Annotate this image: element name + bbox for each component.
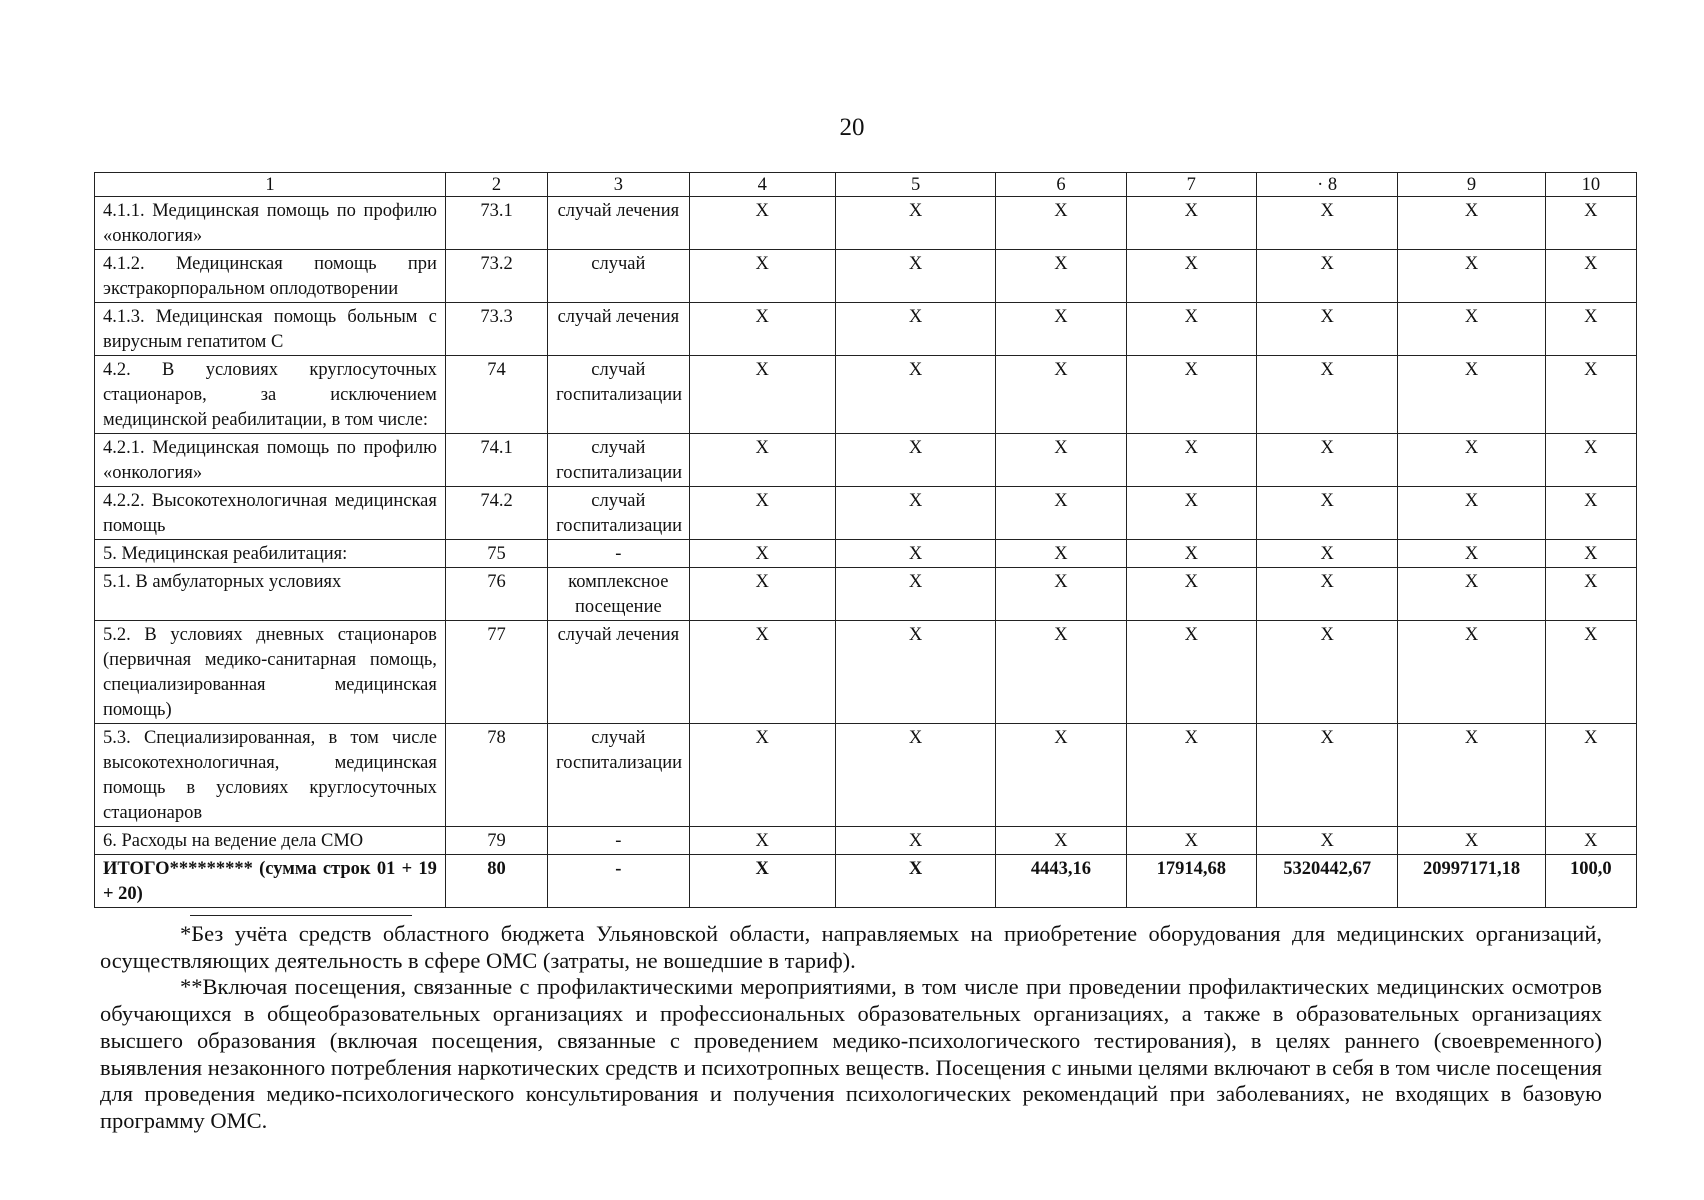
cell-c7: Х — [1126, 250, 1256, 303]
cell-c9: Х — [1398, 356, 1545, 434]
table-row — [95, 487, 1637, 540]
cell-c5: Х — [835, 197, 995, 250]
cell-c9: Х — [1398, 540, 1545, 568]
footnote-separator — [190, 915, 412, 916]
header-cell: · 8 — [1256, 173, 1397, 197]
cell-c6: Х — [996, 827, 1126, 855]
total-name-cell — [95, 855, 446, 908]
cell-c8: Х — [1256, 434, 1397, 487]
cell-c5: Х — [835, 724, 995, 827]
row-name-cell: 5. Медицинская реабилитация: — [95, 540, 446, 568]
table-row — [95, 568, 1637, 621]
total-cell-unit: - — [548, 855, 689, 908]
table-row — [95, 356, 1637, 434]
row-name-cell: 5.2. В условиях дневных стационаров (первичная медико-санитарная помощь, специализированная медицинская помощь) — [95, 621, 446, 724]
row-name-cell: 5.1. В амбулаторных условиях — [95, 568, 446, 621]
cell-code: 78 — [445, 724, 547, 827]
header-cell: 10 — [1545, 173, 1636, 197]
footnote-2: **Включая посещения, связанные с профилактическими мероприятиями, в том числе при проведении профилактических медицинских осмотров обучающихся в общеобразовательных организациях и профессиональных образовательных организациях, а также в образовательных организациях высшего образования (включая посещения, связанные с проведением медико-психологического тестирования), в целях раннего (своевременного) выявления незаконного потребления наркотических средств и психотропных веществ. Посещения с иными целями включают в себя в том числе посещения для проведения медико-психологического консультирования и получения психологических рекомендаций при заболеваниях, не входящих в базовую программу ОМС. — [100, 974, 1602, 1133]
cell-c10: Х — [1545, 250, 1636, 303]
cell-unit: случай лечения — [548, 621, 689, 724]
header-cell: 4 — [689, 173, 835, 197]
cell-c6: Х — [996, 356, 1126, 434]
cell-c7: Х — [1126, 356, 1256, 434]
cell-c8: Х — [1256, 540, 1397, 568]
cell-c5: Х — [835, 356, 995, 434]
row-name-cell: 4.1.1. Медицинская помощь по профилю «онкология» — [95, 197, 446, 250]
cell-c6: Х — [996, 540, 1126, 568]
cell-c10: Х — [1545, 540, 1636, 568]
cell-c4: Х — [689, 540, 835, 568]
cell-c8: Х — [1256, 356, 1397, 434]
cell-c7: Х — [1126, 434, 1256, 487]
cell-c6: Х — [996, 568, 1126, 621]
cell-c4: Х — [689, 724, 835, 827]
cell-c7: Х — [1126, 487, 1256, 540]
row-name-cell: 4.1.3. Медицинская помощь больным с вирусным гепатитом С — [95, 303, 446, 356]
cell-c8: Х — [1256, 250, 1397, 303]
cell-c9: Х — [1398, 621, 1545, 724]
cell-c7: Х — [1126, 303, 1256, 356]
cell-c7: Х — [1126, 724, 1256, 827]
row-name-cell: 6. Расходы на ведение дела СМО — [95, 827, 446, 855]
total-cell-c10: 100,0 — [1545, 855, 1636, 908]
cell-c7: Х — [1126, 827, 1256, 855]
cell-c7: Х — [1126, 540, 1256, 568]
cell-c6: Х — [996, 621, 1126, 724]
cell-unit: случай госпитализации — [548, 487, 689, 540]
cell-c8: Х — [1256, 827, 1397, 855]
table-row — [95, 724, 1637, 827]
cell-c6: Х — [996, 303, 1126, 356]
cell-c8: Х — [1256, 487, 1397, 540]
table-row — [95, 540, 1637, 568]
cell-c10: Х — [1545, 724, 1636, 827]
cell-c10: Х — [1545, 434, 1636, 487]
cell-c6: Х — [996, 724, 1126, 827]
cell-c4: Х — [689, 434, 835, 487]
cell-code: 75 — [445, 540, 547, 568]
table-row — [95, 827, 1637, 855]
cell-code: 73.1 — [445, 197, 547, 250]
total-cell-c6: 4443,16 — [996, 855, 1126, 908]
cell-c9: Х — [1398, 250, 1545, 303]
cell-c9: Х — [1398, 434, 1545, 487]
cell-c9: Х — [1398, 197, 1545, 250]
header-cell: 3 — [548, 173, 689, 197]
cell-c6: Х — [996, 434, 1126, 487]
total-cell-c5: Х — [835, 855, 995, 908]
cell-unit: случай лечения — [548, 303, 689, 356]
cell-c4: Х — [689, 250, 835, 303]
total-cell-c4: Х — [689, 855, 835, 908]
header-cell: 1 — [95, 173, 446, 197]
cell-unit: случай лечения — [548, 197, 689, 250]
cell-c8: Х — [1256, 568, 1397, 621]
cell-c4: Х — [689, 487, 835, 540]
cell-c5: Х — [835, 827, 995, 855]
cell-code: 74.2 — [445, 487, 547, 540]
cell-c6: Х — [996, 197, 1126, 250]
footnote-1: *Без учёта средств областного бюджета Ульяновской области, направляемых на приобретение оборудования для медицинских организаций, осуществляющих деятельность в сфере ОМС (затраты, не вошедшие в тариф). — [100, 921, 1602, 973]
cell-c10: Х — [1545, 621, 1636, 724]
cell-c4: Х — [689, 827, 835, 855]
cell-c4: Х — [689, 568, 835, 621]
row-name-cell: 4.2.1. Медицинская помощь по профилю «онкология» — [95, 434, 446, 487]
header-cell: 7 — [1126, 173, 1256, 197]
total-row — [95, 855, 1637, 908]
cell-code: 74.1 — [445, 434, 547, 487]
cell-code: 77 — [445, 621, 547, 724]
table-row — [95, 621, 1637, 724]
cell-c8: Х — [1256, 197, 1397, 250]
cell-code: 73.2 — [445, 250, 547, 303]
cell-code: 76 — [445, 568, 547, 621]
header-cell: 2 — [445, 173, 547, 197]
footnotes — [100, 921, 1602, 1135]
cell-c5: Х — [835, 621, 995, 724]
table-row — [95, 197, 1637, 250]
cell-c9: Х — [1398, 303, 1545, 356]
table-row — [95, 250, 1637, 303]
cell-c6: Х — [996, 487, 1126, 540]
row-name-cell: 4.2.2. Высокотехнологичная медицинская помощь — [95, 487, 446, 540]
total-cell-c8: 5320442,67 — [1256, 855, 1397, 908]
cell-c10: Х — [1545, 568, 1636, 621]
cell-c8: Х — [1256, 621, 1397, 724]
cell-c7: Х — [1126, 621, 1256, 724]
cell-c10: Х — [1545, 197, 1636, 250]
total-cell-code: 80 — [445, 855, 547, 908]
cell-c10: Х — [1545, 487, 1636, 540]
cell-c7: Х — [1126, 568, 1256, 621]
cell-c10: Х — [1545, 303, 1636, 356]
expenses-table — [94, 172, 1637, 908]
cell-c8: Х — [1256, 724, 1397, 827]
cell-c5: Х — [835, 487, 995, 540]
cell-c9: Х — [1398, 568, 1545, 621]
cell-c6: Х — [996, 250, 1126, 303]
cell-c5: Х — [835, 303, 995, 356]
row-name-cell: 4.2. В условиях круглосуточных стационаров, за исключением медицинской реабилитации, в том числе: — [95, 356, 446, 434]
cell-c5: Х — [835, 568, 995, 621]
cell-c4: Х — [689, 303, 835, 356]
table-row — [95, 303, 1637, 356]
cell-unit: комплексное посещение — [548, 568, 689, 621]
table-row — [95, 434, 1637, 487]
cell-unit: случай госпитализации — [548, 724, 689, 827]
cell-c5: Х — [835, 540, 995, 568]
header-cell: 6 — [996, 173, 1126, 197]
cell-unit: случай — [548, 250, 689, 303]
header-cell: 5 — [835, 173, 995, 197]
page-number: 20 — [839, 114, 865, 141]
cell-c4: Х — [689, 197, 835, 250]
cell-c4: Х — [689, 356, 835, 434]
header-cell: 9 — [1398, 173, 1545, 197]
cell-unit: случай госпитализации — [548, 356, 689, 434]
total-label: ИТОГО********* — [103, 859, 253, 879]
header-row — [95, 173, 1637, 197]
cell-c10: Х — [1545, 827, 1636, 855]
cell-c10: Х — [1545, 356, 1636, 434]
cell-c8: Х — [1256, 303, 1397, 356]
cell-c9: Х — [1398, 724, 1545, 827]
cell-c5: Х — [835, 434, 995, 487]
total-sum-note: (сумма строк 01 + 19 + 20) — [103, 859, 437, 904]
total-cell-c7: 17914,68 — [1126, 855, 1256, 908]
cell-c7: Х — [1126, 197, 1256, 250]
cell-unit: - — [548, 540, 689, 568]
cell-c9: Х — [1398, 487, 1545, 540]
cell-code: 74 — [445, 356, 547, 434]
row-name-cell: 4.1.2. Медицинская помощь при экстракорпоральном оплодотворении — [95, 250, 446, 303]
cell-c9: Х — [1398, 827, 1545, 855]
cell-code: 79 — [445, 827, 547, 855]
cell-code: 73.3 — [445, 303, 547, 356]
cell-c5: Х — [835, 250, 995, 303]
cell-unit: случай госпитализации — [548, 434, 689, 487]
cell-c4: Х — [689, 621, 835, 724]
cell-unit: - — [548, 827, 689, 855]
total-cell-c9: 20997171,18 — [1398, 855, 1545, 908]
row-name-cell: 5.3. Специализированная, в том числе высокотехнологичная, медицинская помощь в условиях круглосуточных стационаров — [95, 724, 446, 827]
